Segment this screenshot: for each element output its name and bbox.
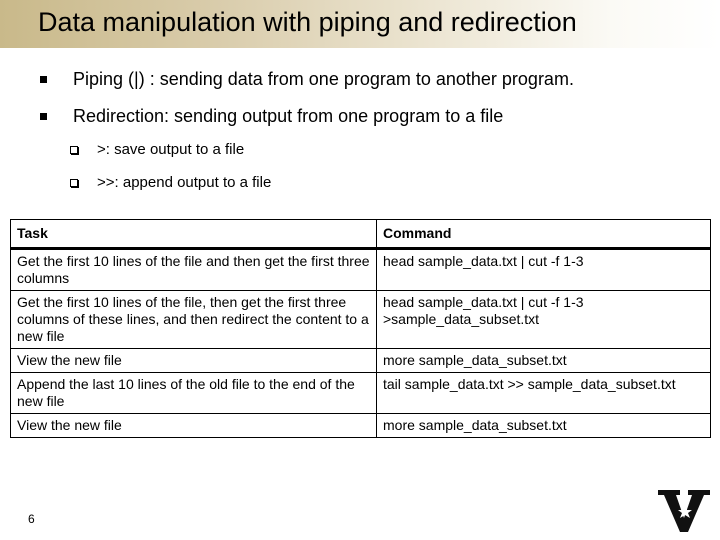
bullet-text: Piping (|) : sending data from one program to another program. xyxy=(73,69,574,89)
bullet-piping xyxy=(40,69,574,90)
square-bullet-icon xyxy=(40,76,47,83)
task-cell: View the new file xyxy=(11,349,377,373)
command-cell: more sample_data_subset.txt xyxy=(377,349,711,373)
command-cell: head sample_data.txt | cut -f 1-3 >sample_data_subset.txt xyxy=(377,291,711,349)
hollow-square-bullet-icon xyxy=(70,146,78,154)
command-cell: more sample_data_subset.txt xyxy=(377,414,711,438)
task-cell: Get the first 10 lines of the file and then get the first three columns xyxy=(11,249,377,291)
vanderbilt-v-logo-icon xyxy=(656,488,712,534)
sub-bullet-text: >>: append output to a file xyxy=(97,174,272,191)
header-command: Command xyxy=(377,220,711,249)
table-row xyxy=(11,373,711,414)
table-row xyxy=(11,249,711,291)
command-cell: head sample_data.txt | cut -f 1-3 xyxy=(377,249,711,291)
slide-title: Data manipulation with piping and redirection xyxy=(38,7,577,37)
command-cell: tail sample_data.txt >> sample_data_subset.txt xyxy=(377,373,711,414)
bullet-redirection xyxy=(40,106,503,127)
bullet-text: Redirection: sending output from one program to a file xyxy=(73,106,504,126)
table-row xyxy=(11,414,711,438)
table-header-row xyxy=(11,220,711,249)
table-row xyxy=(11,349,711,373)
table-row xyxy=(11,291,711,349)
sub-bullet-append xyxy=(70,174,271,191)
task-cell: Append the last 10 lines of the old file to the end of the new file xyxy=(11,373,377,414)
page-number: 6 xyxy=(28,512,35,526)
header-task: Task xyxy=(11,220,377,249)
task-command-table xyxy=(10,219,711,438)
sub-bullet-text: >: save output to a file xyxy=(97,141,245,158)
hollow-square-bullet-icon xyxy=(70,179,78,187)
sub-bullet-save xyxy=(70,141,244,158)
task-cell: Get the first 10 lines of the file, then get the first three columns of these lines, and then redirect the content to a new file xyxy=(11,291,377,349)
square-bullet-icon xyxy=(40,113,47,120)
task-cell: View the new file xyxy=(11,414,377,438)
